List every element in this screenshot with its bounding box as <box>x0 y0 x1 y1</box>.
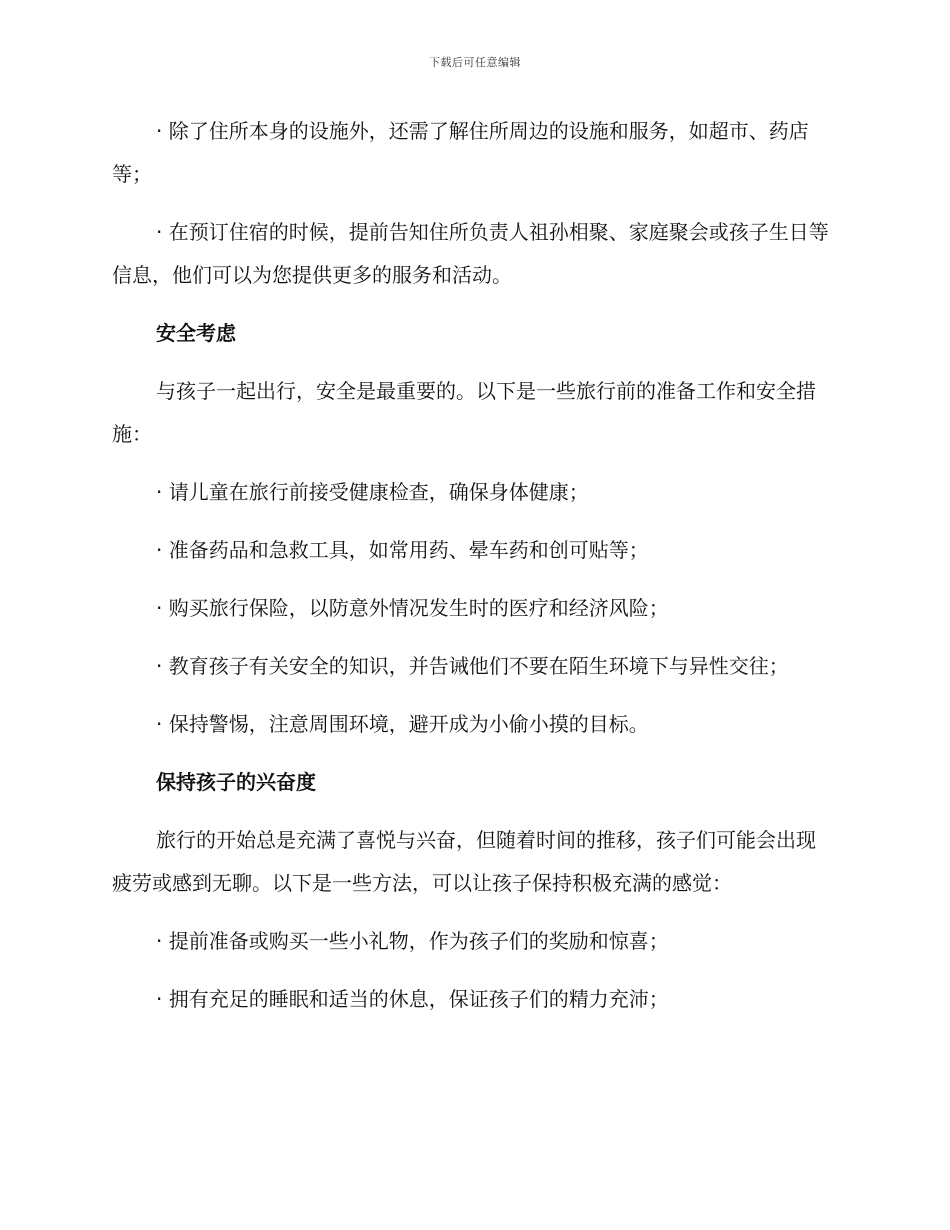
page-header: 下载后可任意编辑 <box>429 56 521 69</box>
bullet-paragraph: · 除了住所本身的设施外，还需了解住所周边的设施和服务，如超市、药店等； <box>112 119 809 186</box>
bullet-paragraph: · 拥有充足的睡眠和适当的休息，保证孩子们的精力充沛； <box>156 987 669 1011</box>
bullet-paragraph: · 请儿童在旅行前接受健康检查，确保身体健康； <box>156 480 589 504</box>
bullet-paragraph: · 提前准备或购买一些小礼物，作为孩子们的奖励和惊喜； <box>156 929 669 953</box>
section-heading: 保持孩子的兴奋度 <box>156 770 316 794</box>
bullet-paragraph: · 保持警惕，注意周围环境，避开成为小偷小摸的目标。 <box>156 712 649 736</box>
section-heading: 安全考虑 <box>156 321 236 345</box>
body-paragraph: 与孩子一起出行，安全是最重要的。以下是一些旅行前的准备工作和安全措施： <box>112 379 816 446</box>
bullet-paragraph: · 准备药品和急救工具，如常用药、晕车药和创可贴等； <box>156 538 649 562</box>
bullet-paragraph: · 教育孩子有关安全的知识，并告诫他们不要在陌生环境下与异性交往； <box>156 654 789 678</box>
document-body <box>112 110 834 1036</box>
bullet-paragraph: · 购买旅行保险，以防意外情况发生时的医疗和经济风险； <box>156 596 669 620</box>
body-paragraph: 旅行的开始总是充满了喜悦与兴奋，但随着时间的推移，孩子们可能会出现疲劳或感到无聊。以下是一些方法，可以让孩子保持积极充满的感觉： <box>112 828 816 895</box>
bullet-paragraph: · 在预订住宿的时候，提前告知住所负责人祖孙相聚、家庭聚会或孩子生日等信息，他们可以为您提供更多的服务和活动。 <box>112 220 829 287</box>
